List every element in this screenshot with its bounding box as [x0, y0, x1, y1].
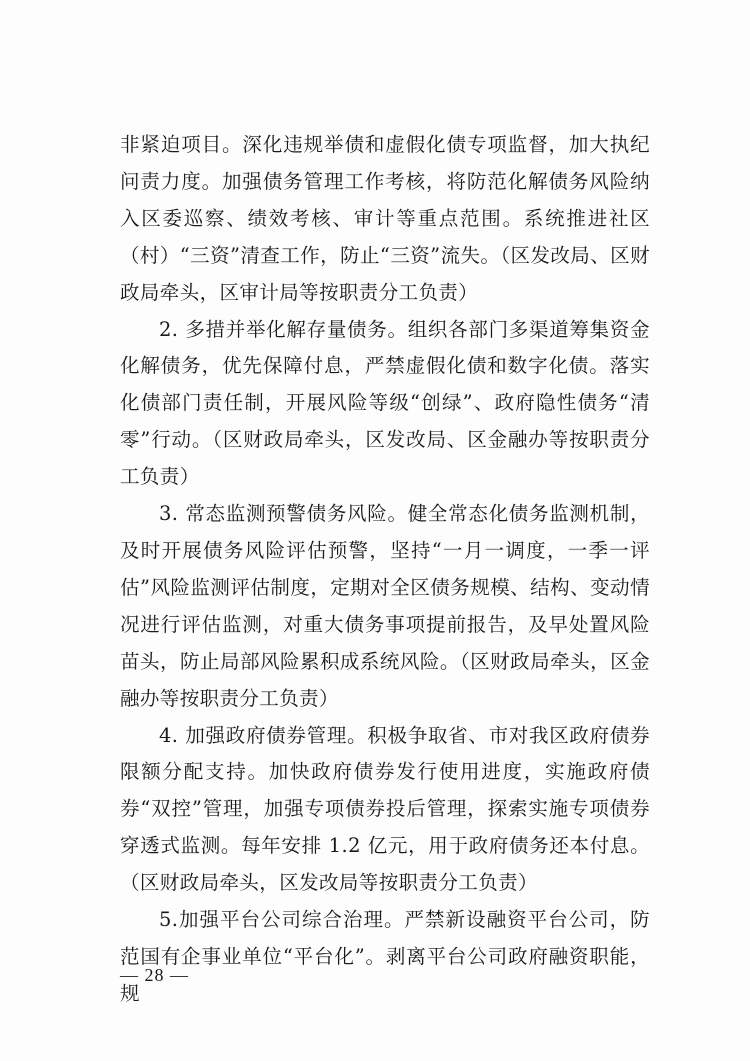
document-body — [120, 127, 650, 1013]
paragraph-item-5: 5.加强平台公司综合治理。严禁新设融资平台公司，防范国有企事业单位“平台化”。剥离平台公司政府融资职能，规 — [120, 908, 650, 1005]
paragraph-item-2: 2. 多措并举化解存量债务。组织各部门多渠道筹集资金化解债务，优先保障付息，严禁虚假化债和数字化债。落实化债部门责任制，开展风险等级“创绿”、政府隐性债务“清零”行动。（区财政局牵头，区发改局、区金融办等按职责分工负责） — [120, 317, 650, 489]
paragraph-item-4: 4. 加强政府债券管理。积极争取省、市对我区政府债券限额分配支持。加快政府债券发行使用进度，实施政府债券“双控”管理，加强专项债券投后管理，探索实施专项债券穿透式监测。每年安排 1.2 亿元，用于政府债务还本付息。（区财政局牵头，区发改局等按职责分工负责） — [120, 723, 650, 895]
paragraph-item-3: 3. 常态监测预警债务风险。健全常态化债务监测机制，及时开展债务风险评估预警，坚持“一月一调度，一季一评估”风险监测评估制度，定期对全区债务规模、结构、变动情况进行评估监测，对重大债务事项提前报告，及早处置风险苗头，防止局部风险累积成系统风险。（区财政局牵头，区金融办等按职责分工负责） — [120, 502, 650, 710]
page-number: — 28 — — [120, 965, 189, 985]
paragraph-continuation: 非紧迫项目。深化违规举债和虚假化债专项监督，加大执纪问责力度。加强债务管理工作考核，将防范化解债务风险纳入区委巡察、绩效考核、审计等重点范围。系统推进社区（村）“三资”清查工作，防止“三资”流失。（区发改局、区财政局牵头，区审计局等按职责分工负责） — [120, 133, 650, 304]
